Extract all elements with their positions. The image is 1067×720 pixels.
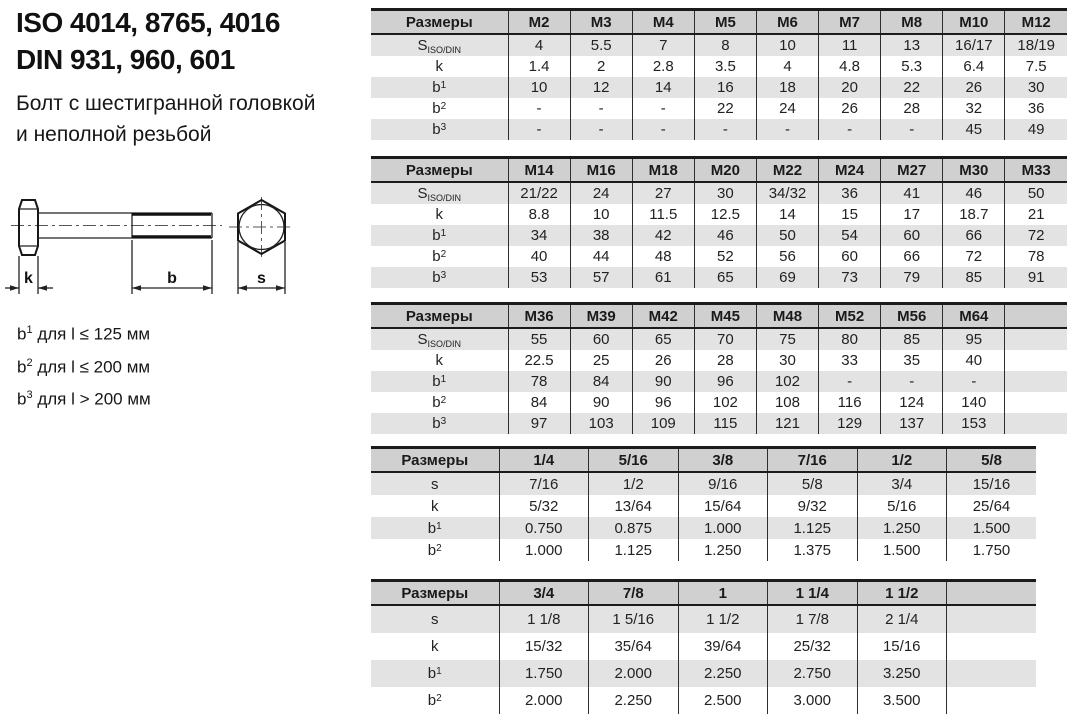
value-cell: 60 [570, 328, 632, 350]
value-cell: 16/17 [943, 34, 1005, 56]
value-cell [1005, 371, 1067, 392]
value-cell: 36 [819, 182, 881, 204]
value-cell: 3.250 [857, 660, 947, 687]
column-header: M30 [943, 158, 1005, 183]
value-cell: 72 [1027, 227, 1045, 244]
table-row [371, 267, 1067, 288]
value-cell: 115 [694, 413, 756, 434]
row-label: $b^2$ [371, 687, 499, 714]
row-label: $b^1$ [371, 77, 508, 98]
page-subtitle [16, 88, 315, 150]
footnote-b1: $b^1$ для l ≤ 125 мм [17, 324, 151, 344]
value-cell: 39/64 [678, 633, 768, 660]
column-header: 3/4 [499, 581, 589, 606]
table-row [371, 371, 1067, 392]
column-header: 1 [678, 581, 768, 606]
column-header: 5/8 [947, 448, 1037, 473]
value-cell: 9/16 [678, 472, 768, 495]
table-row [371, 472, 1036, 495]
value-cell: 0.875 [589, 517, 679, 539]
title-din-line: DIN 931, 960, 601 [16, 44, 235, 75]
value-cell: 48 [632, 246, 694, 267]
value-cell: 1.125 [589, 539, 679, 561]
value-cell: 35/64 [589, 633, 679, 660]
value-cell: - [881, 371, 943, 392]
value-cell: 2.8 [632, 56, 694, 77]
value-cell: 153 [943, 413, 1005, 434]
table-row [371, 633, 1036, 660]
value-cell: 3/4 [857, 472, 947, 495]
value-cell: 1 7/8 [768, 605, 858, 633]
value-cell: 55 [508, 328, 570, 350]
bolt-side-view [5, 200, 222, 294]
row-label: $b^2$ [371, 98, 508, 119]
value-cell: - [819, 371, 881, 392]
row-label: s [371, 472, 499, 495]
column-header: M12 [1005, 10, 1067, 35]
value-cell: 60 [819, 246, 881, 267]
table-row [371, 687, 1036, 714]
column-header: 1 1/4 [768, 581, 858, 606]
value-cell: 78 [508, 371, 570, 392]
row-label: k [371, 495, 499, 517]
value-cell: 24 [570, 182, 632, 204]
value-cell [947, 660, 1037, 687]
value-cell: - [632, 119, 694, 140]
row-label: $S_{ISO/DIN}$ [371, 328, 508, 350]
value-cell: 140 [943, 392, 1005, 413]
value-cell: 90 [570, 392, 632, 413]
value-cell: 1.500 [972, 519, 1011, 537]
column-header: 7/8 [589, 581, 679, 606]
value-cell: 14 [756, 204, 818, 225]
value-cell: 2 [570, 56, 632, 77]
dimension-table-inch-large [371, 579, 1036, 714]
column-header: M7 [819, 10, 881, 35]
value-cell: - [508, 98, 570, 119]
value-cell: 124 [881, 392, 943, 413]
row-label: $b^1$ [371, 660, 499, 687]
value-cell: 8 [694, 34, 756, 56]
hex-end-view [229, 197, 294, 294]
column-header: M10 [943, 10, 1005, 35]
value-cell: 54 [819, 225, 881, 246]
value-cell: 5.5 [570, 34, 632, 56]
row-label: k [371, 204, 508, 225]
value-cell: 5.3 [881, 56, 943, 77]
value-cell: 4 [508, 34, 570, 56]
value-cell: 1.375 [768, 539, 858, 561]
value-cell: - [570, 119, 632, 140]
table-row [371, 56, 1067, 77]
value-cell: 22 [881, 77, 943, 98]
value-cell: 50 [756, 225, 818, 246]
value-cell: 11 [819, 34, 881, 56]
value-cell: 28 [881, 98, 943, 119]
value-cell: 69 [756, 267, 818, 288]
dimension-k-label: k [24, 270, 33, 287]
value-cell: 73 [819, 267, 881, 288]
row-label: k [371, 633, 499, 660]
value-cell: 95 [943, 328, 1005, 350]
value-cell: 40 [943, 350, 1005, 371]
value-cell: 79 [881, 267, 943, 288]
value-cell: 72 [943, 246, 1005, 267]
value-cell: 7/16 [499, 472, 589, 495]
value-cell: 103 [570, 413, 632, 434]
value-cell [1005, 328, 1067, 350]
row-label: $b^1$ [371, 225, 508, 246]
value-cell: 7.5 [1025, 58, 1047, 75]
value-cell: 21/22 [508, 182, 570, 204]
row-label: k [371, 350, 508, 371]
value-cell: 30 [1027, 79, 1045, 96]
value-cell: 25/32 [768, 633, 858, 660]
value-cell: 78 [1027, 248, 1045, 265]
value-cell: 6.4 [943, 56, 1005, 77]
table-row [371, 413, 1067, 434]
row-label: $b^2$ [371, 539, 499, 561]
column-header: Размеры [371, 581, 499, 606]
value-cell: 80 [819, 328, 881, 350]
value-cell: 40 [508, 246, 570, 267]
value-cell: 109 [632, 413, 694, 434]
table-row [371, 660, 1036, 687]
table-row [371, 204, 1067, 225]
value-cell: 44 [570, 246, 632, 267]
value-cell: 66 [881, 246, 943, 267]
row-label: $b^3$ [371, 119, 508, 140]
value-cell [947, 605, 1037, 633]
value-cell: 28 [694, 350, 756, 371]
column-header: M14 [508, 158, 570, 183]
value-cell: 84 [508, 392, 570, 413]
value-cell: 18 [756, 77, 818, 98]
row-label: $b^1$ [371, 517, 499, 539]
value-cell: 3.5 [694, 56, 756, 77]
value-cell: 26 [819, 98, 881, 119]
value-cell: 84 [570, 371, 632, 392]
value-cell: 91 [1027, 269, 1045, 286]
row-label: $b^1$ [371, 371, 508, 392]
value-cell: 24 [756, 98, 818, 119]
table-row [371, 539, 1036, 561]
value-cell: 26 [632, 350, 694, 371]
value-cell: 18.7 [943, 204, 1005, 225]
column-header [1005, 304, 1067, 329]
title-iso-line: ISO 4014, 8765, 4016 [16, 7, 280, 38]
value-cell: 32 [943, 98, 1005, 119]
value-cell: 121 [756, 413, 818, 434]
value-cell: 66 [943, 225, 1005, 246]
value-cell: 15/32 [499, 633, 589, 660]
value-cell: 15 [819, 204, 881, 225]
column-header: M20 [694, 158, 756, 183]
column-header: 3/8 [678, 448, 768, 473]
value-cell [1005, 350, 1067, 371]
column-header: Размеры [371, 448, 499, 473]
value-cell: 1 1/2 [678, 605, 768, 633]
table-row [371, 77, 1067, 98]
row-label: $b^3$ [371, 267, 508, 288]
column-header: M8 [881, 10, 943, 35]
column-header: M3 [570, 10, 632, 35]
column-header: 7/16 [768, 448, 858, 473]
value-cell: 16 [694, 77, 756, 98]
table-row [371, 246, 1067, 267]
table-row [371, 605, 1036, 633]
value-cell: 25 [570, 350, 632, 371]
dimension-table-metric-m2-m12 [371, 8, 1067, 140]
value-cell: 46 [943, 182, 1005, 204]
value-cell [947, 687, 1037, 714]
value-cell: 10 [508, 77, 570, 98]
row-label: $b^2$ [371, 392, 508, 413]
column-header: M45 [694, 304, 756, 329]
column-header: M39 [570, 304, 632, 329]
column-header: M22 [756, 158, 818, 183]
value-cell: 50 [1027, 185, 1045, 202]
value-cell: 4.8 [819, 56, 881, 77]
value-cell: 85 [943, 267, 1005, 288]
dimension-table-inch-small [371, 446, 1036, 561]
value-cell: 10 [756, 34, 818, 56]
value-cell: 70 [694, 328, 756, 350]
table-row [371, 98, 1067, 119]
value-cell: 17 [881, 204, 943, 225]
column-header [947, 581, 1037, 606]
value-cell: 13 [881, 34, 943, 56]
value-cell: 1.250 [857, 517, 947, 539]
column-header: M6 [756, 10, 818, 35]
column-header: 5/16 [589, 448, 679, 473]
value-cell: 102 [756, 371, 818, 392]
value-cell: 97 [508, 413, 570, 434]
value-cell: 85 [881, 328, 943, 350]
row-label: k [371, 56, 508, 77]
value-cell: 26 [943, 77, 1005, 98]
value-cell: 1.500 [857, 539, 947, 561]
value-cell: 22 [694, 98, 756, 119]
value-cell: - [819, 119, 881, 140]
column-header: Размеры [371, 304, 508, 329]
value-cell: 41 [881, 182, 943, 204]
value-cell: 35 [881, 350, 943, 371]
column-header: M64 [943, 304, 1005, 329]
row-label: $S_{ISO/DIN}$ [371, 182, 508, 204]
value-cell: 38 [570, 225, 632, 246]
value-cell: 25/64 [972, 497, 1011, 515]
value-cell: 1.125 [768, 517, 858, 539]
value-cell [947, 633, 1037, 660]
table-row [371, 392, 1067, 413]
value-cell: 4 [756, 56, 818, 77]
value-cell: 1 1/8 [499, 605, 589, 633]
table-row [371, 328, 1067, 350]
table-row [371, 119, 1067, 140]
column-header: Размеры [371, 158, 508, 183]
value-cell: 15/16 [972, 475, 1011, 493]
column-header: M4 [632, 10, 694, 35]
value-cell: 15/16 [857, 633, 947, 660]
table-row [371, 517, 1036, 539]
dimension-table-metric-m36-m64 [371, 302, 1067, 434]
value-cell: 27 [632, 182, 694, 204]
value-cell [1005, 392, 1067, 413]
value-cell: 2.000 [499, 687, 589, 714]
value-cell: 2.000 [589, 660, 679, 687]
column-header: M2 [508, 10, 570, 35]
value-cell: 60 [881, 225, 943, 246]
column-header: M27 [881, 158, 943, 183]
value-cell: 10 [570, 204, 632, 225]
value-cell: 129 [819, 413, 881, 434]
value-cell [1005, 413, 1067, 434]
value-cell: 61 [632, 267, 694, 288]
bolt-head [19, 200, 38, 255]
column-header: M18 [632, 158, 694, 183]
value-cell: 1.750 [972, 541, 1011, 559]
value-cell: 137 [881, 413, 943, 434]
value-cell: 5/8 [768, 472, 858, 495]
value-cell: 21 [1027, 206, 1045, 223]
footnote-b3: $b^3$ для l > 200 мм [17, 389, 151, 409]
value-cell: 1.4 [508, 56, 570, 77]
value-cell: 11.5 [632, 204, 694, 225]
value-cell: 20 [819, 77, 881, 98]
column-header: 1/4 [499, 448, 589, 473]
value-cell: 57 [570, 267, 632, 288]
value-cell: 75 [756, 328, 818, 350]
table-row [371, 34, 1067, 56]
value-cell: 96 [694, 371, 756, 392]
footnotes [17, 316, 151, 414]
value-cell: 22.5 [508, 350, 570, 371]
row-label: $S_{ISO/DIN}$ [371, 34, 508, 56]
value-cell: 1/2 [589, 472, 679, 495]
value-cell: 46 [694, 225, 756, 246]
value-cell: - [943, 371, 1005, 392]
bolt-technical-drawing [0, 190, 330, 320]
value-cell: 1.000 [499, 539, 589, 561]
value-cell: 3.500 [857, 687, 947, 714]
column-header: M42 [632, 304, 694, 329]
value-cell: 34 [508, 225, 570, 246]
value-cell: 9/32 [768, 495, 858, 517]
column-header: M36 [508, 304, 570, 329]
value-cell: 30 [756, 350, 818, 371]
value-cell: 116 [819, 392, 881, 413]
dimension-table-metric-m14-m33 [371, 156, 1067, 288]
value-cell: 1.250 [678, 539, 768, 561]
column-header: 1 1/2 [857, 581, 947, 606]
dimension-b [132, 240, 212, 294]
value-cell: 12.5 [694, 204, 756, 225]
value-cell: 45 [943, 119, 1005, 140]
value-cell: - [570, 98, 632, 119]
value-cell: 3.000 [768, 687, 858, 714]
value-cell: 5/16 [857, 495, 947, 517]
footnote-b2: $b^2$ для l ≤ 200 мм [17, 356, 151, 377]
value-cell: 13/64 [589, 495, 679, 517]
value-cell: 30 [694, 182, 756, 204]
value-cell: 7 [632, 34, 694, 56]
column-header: 1/2 [857, 448, 947, 473]
row-label: $b^2$ [371, 246, 508, 267]
dimension-b-label: b [167, 270, 177, 287]
column-header: M48 [756, 304, 818, 329]
value-cell: 5/32 [499, 495, 589, 517]
value-cell: 1.000 [678, 517, 768, 539]
table-row [371, 495, 1036, 517]
value-cell: 8.8 [508, 204, 570, 225]
column-header: Размеры [371, 10, 508, 35]
value-cell: 53 [508, 267, 570, 288]
value-cell: 52 [694, 246, 756, 267]
table-row [371, 350, 1067, 371]
value-cell: 65 [694, 267, 756, 288]
value-cell: 49 [1027, 121, 1045, 138]
value-cell: 90 [632, 371, 694, 392]
dimension-s-label: s [257, 270, 266, 287]
value-cell: 1.750 [499, 660, 589, 687]
value-cell: 2 1/4 [857, 605, 947, 633]
value-cell: - [632, 98, 694, 119]
value-cell: - [881, 119, 943, 140]
column-header: M24 [819, 158, 881, 183]
value-cell: - [694, 119, 756, 140]
value-cell: 33 [819, 350, 881, 371]
column-header: M56 [881, 304, 943, 329]
value-cell: 2.750 [768, 660, 858, 687]
value-cell: 0.750 [499, 517, 589, 539]
table-row [371, 225, 1067, 246]
value-cell: 34/32 [756, 182, 818, 204]
value-cell: 65 [632, 328, 694, 350]
value-cell: 1 5/16 [589, 605, 679, 633]
value-cell: 14 [632, 77, 694, 98]
row-label: $b^3$ [371, 413, 508, 434]
value-cell: 42 [632, 225, 694, 246]
value-cell: 36 [1027, 100, 1045, 117]
value-cell: 15/64 [678, 495, 768, 517]
column-header: M16 [570, 158, 632, 183]
column-header: M33 [1005, 158, 1067, 183]
value-cell: 102 [694, 392, 756, 413]
value-cell: - [756, 119, 818, 140]
value-cell: 18/19 [1017, 37, 1055, 54]
page-title [16, 4, 280, 78]
subtitle-line-2: и неполной резьбой [16, 123, 212, 146]
value-cell: 108 [756, 392, 818, 413]
value-cell: - [508, 119, 570, 140]
dimension-k [5, 256, 53, 294]
value-cell: 96 [632, 392, 694, 413]
value-cell: 2.250 [678, 660, 768, 687]
column-header: M5 [694, 10, 756, 35]
value-cell: 12 [570, 77, 632, 98]
column-header: M52 [819, 304, 881, 329]
value-cell: 56 [756, 246, 818, 267]
value-cell: 2.500 [678, 687, 768, 714]
table-row [371, 182, 1067, 204]
value-cell: 2.250 [589, 687, 679, 714]
subtitle-line-1: Болт с шестигранной головкой [16, 92, 316, 115]
row-label: s [371, 605, 499, 633]
